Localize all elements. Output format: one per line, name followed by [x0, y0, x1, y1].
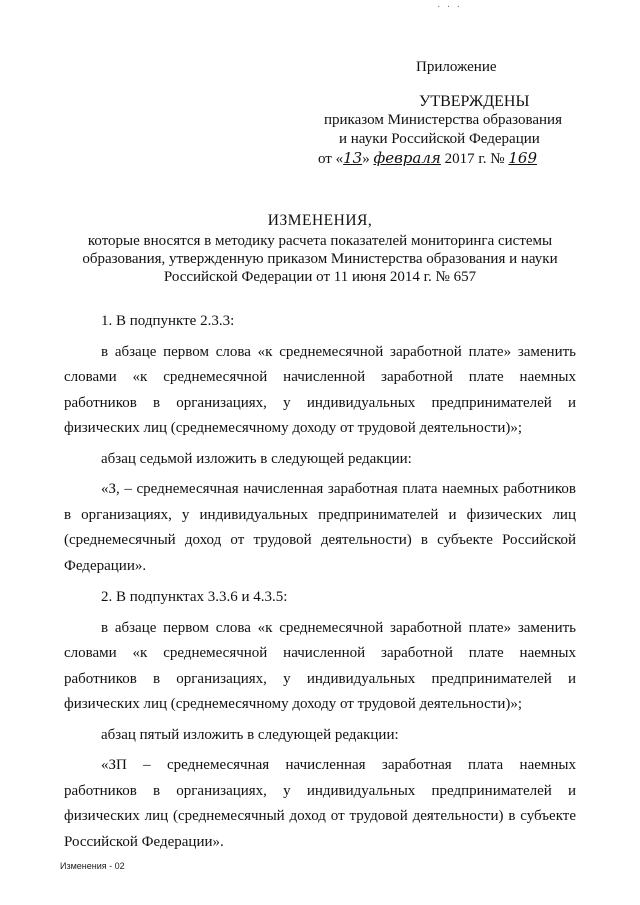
handwritten-month: февраля: [373, 149, 441, 167]
title-line-2: образования, утвержденную приказом Министерства образования и науки: [82, 251, 558, 267]
item-1-paragraph-2: абзац седьмой изложить в следующей редакции:: [101, 450, 412, 467]
title-heading: ИЗМЕНЕНИЯ,: [267, 212, 373, 229]
document-body: [64, 306, 576, 860]
approval-date-line: [316, 149, 576, 169]
item-1-paragraph-1: в абзаце первом слова «к среднемесячной заработной плате» заменить словами «к среднемесячной начисленной заработной плате наемных работников в организациях, у индивидуальных предпринимателей и физических лиц (среднемесячному доходу от трудовой деятельности)»;: [64, 343, 576, 436]
title-line-1: которые вносятся в методику расчета показателей мониторинга системы: [87, 233, 553, 249]
approval-block: [316, 58, 576, 169]
date-prefix: от «: [318, 151, 344, 167]
approval-line-1: приказом Министерства образования: [324, 112, 562, 128]
year-text: 2017 г. №: [444, 151, 505, 167]
footer-note: Изменения - 02: [60, 861, 125, 871]
handwritten-number: 169: [508, 149, 538, 167]
scan-marks: · · ·: [437, 2, 462, 13]
item-2-paragraph-3: «ЗП – среднемесячная начисленная заработная плата наемных работников в организациях, у индивидуальных предпринимателей и физических лиц (среднемесячный доход от трудовой деятельности) в субъекте Российской Федерации».: [64, 757, 576, 850]
item-2-paragraph-2: абзац пятый изложить в следующей редакции:: [101, 726, 399, 743]
handwritten-day: 13: [343, 149, 363, 167]
title-line-3: Российской Федерации от 11 июня 2014 г. № 657: [163, 269, 477, 285]
item-2-heading: 2. В подпунктах 3.3.6 и 4.3.5:: [101, 589, 288, 605]
approval-line-2: и науки Российской Федерации: [339, 131, 540, 147]
item-1-heading: 1. В подпункте 2.3.3:: [101, 313, 235, 329]
date-mid: »: [362, 151, 370, 167]
item-1-paragraph-3: «З, – среднемесячная начисленная заработная плата наемных работников в организациях, у индивидуальных предпринимателей и физических лиц (среднемесячный доход от трудовой деятельности) в субъекте Российской Федерации».: [64, 481, 576, 574]
annex-label: Приложение: [416, 59, 497, 75]
document-title: [64, 212, 576, 286]
item-2-paragraph-1: в абзаце первом слова «к среднемесячной заработной плате» заменить словами «к среднемесячной начисленной заработной плате наемных работников в организациях, у индивидуальных предпринимателей и физических лиц (среднемесячному доходу от трудовой деятельности)»;: [64, 619, 576, 712]
approved-heading: УТВЕРЖДЕНЫ: [419, 93, 530, 110]
